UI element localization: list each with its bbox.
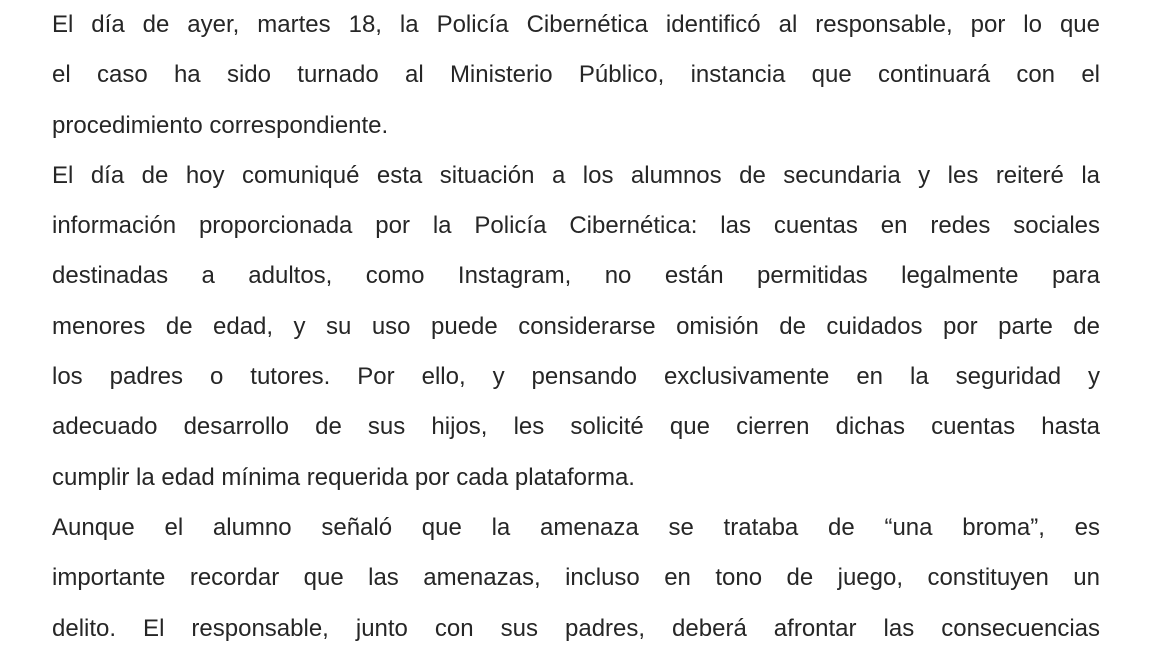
text-line: el caso ha sido turnado al Ministerio Público, instancia que continuará con el	[52, 61, 1100, 89]
text-line: Aunque el alumno señaló que la amenaza se trataba de “una broma”, es	[52, 513, 1100, 541]
document-body	[52, 0, 1100, 654]
text-line: cumplir la edad mínima requerida por cada plataforma.	[52, 463, 635, 491]
paragraph-2	[52, 151, 1100, 503]
text-line: los padres o tutores. Por ello, y pensando exclusivamente en la seguridad y	[52, 363, 1100, 391]
text-line: adecuado desarrollo de sus hijos, les solicité que cierren dichas cuentas hasta	[52, 413, 1100, 441]
text-line: menores de edad, y su uso puede considerarse omisión de cuidados por parte de	[52, 312, 1100, 340]
text-line: información proporcionada por la Policía Cibernética: las cuentas en redes sociales	[52, 212, 1100, 240]
text-line: El día de ayer, martes 18, la Policía Cibernética identificó al responsable, por lo que	[52, 11, 1100, 38]
paragraph-1	[52, 0, 1100, 151]
text-line: delito. El responsable, junto con sus padres, deberá afrontar las consecuencias	[52, 614, 1100, 642]
text-line: importante recordar que las amenazas, incluso en tono de juego, constituyen un	[52, 564, 1100, 592]
text-line: procedimiento correspondiente.	[52, 111, 389, 139]
text-line: El día de hoy comuniqué esta situación a los alumnos de secundaria y les reiteré la	[52, 161, 1100, 189]
paragraph-3	[52, 503, 1100, 654]
text-line: destinadas a adultos, como Instagram, no están permitidas legalmente para	[52, 262, 1100, 290]
